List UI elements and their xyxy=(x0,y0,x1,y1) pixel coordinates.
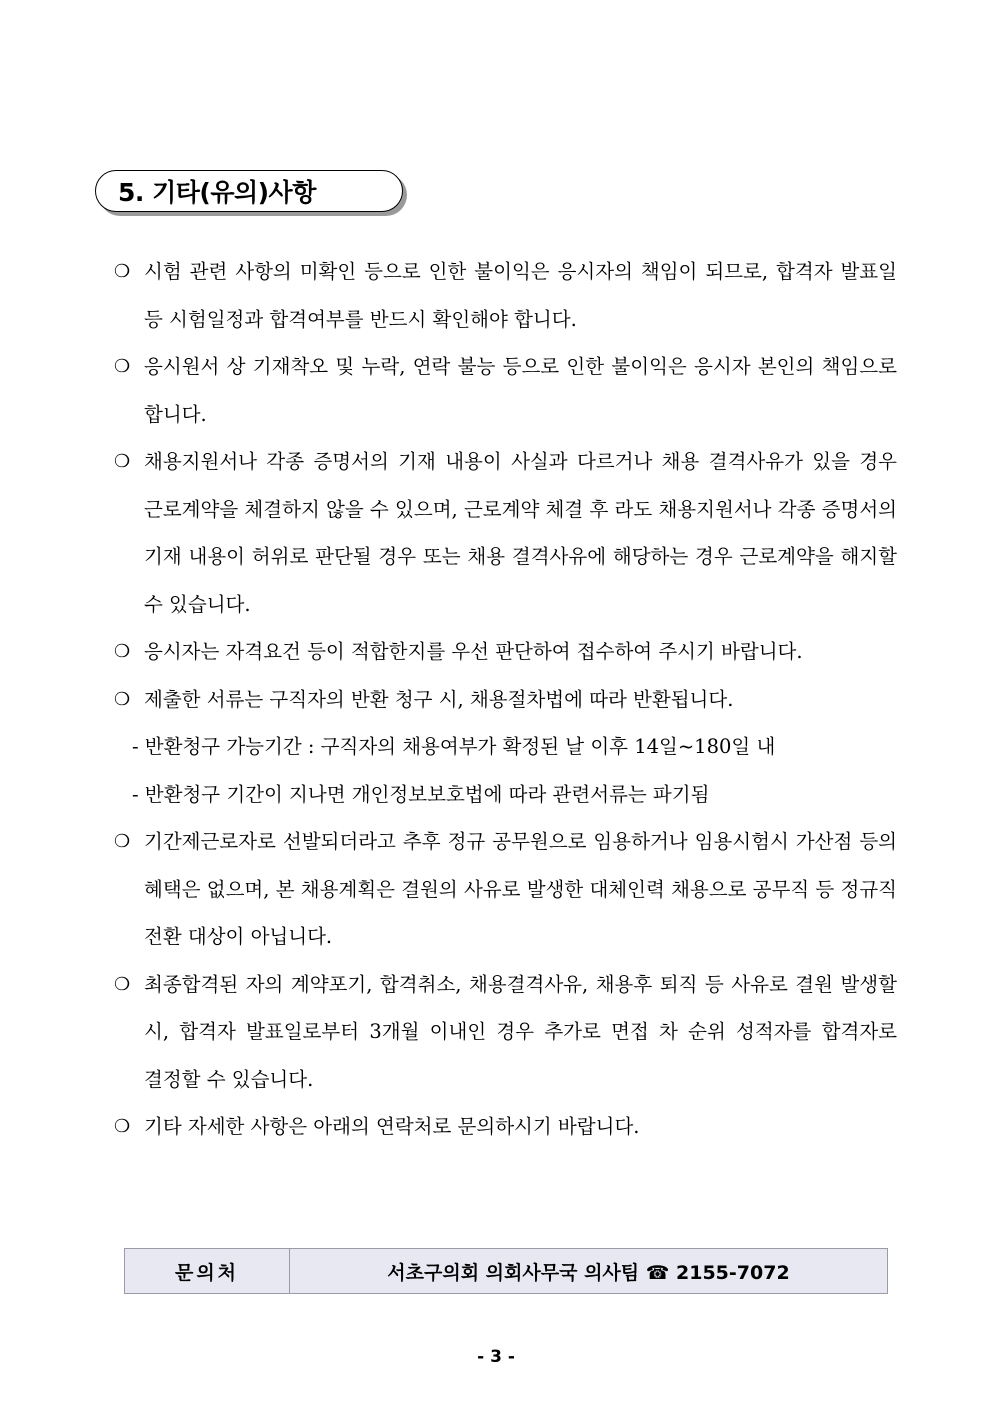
circle-bullet-icon: ❍ xyxy=(114,356,131,377)
section-title-box xyxy=(95,170,403,212)
notice-item xyxy=(112,628,897,676)
notice-item xyxy=(112,818,897,961)
notice-sub-item: - 반환청구 가능기간 : 구직자의 채용여부가 확정된 날 이후 14일~180일 내 xyxy=(132,735,776,758)
notice-item-text: 기간제근로자로 선발되더라고 추후 정규 공무원으로 임용하거나 임용시험시 가산점 등의 혜택은 없으며, 본 채용계획은 결원의 사유로 발생한 대체인력 채용으로 공무직 등 정규직 전환 대상이 아닙니다. xyxy=(144,830,897,948)
notice-item xyxy=(112,343,897,438)
notice-item-text: 채용지원서나 각종 증명서의 기재 내용이 사실과 다르거나 채용 결격사유가 있을 경우 근로계약을 체결하지 않을 수 있으며, 근로계약 체결 후 라도 채용지원서나 각종 증명서의 기재 내용이 허위로 판단될 경우 또는 채용 결격사유에 해당하는 경우 근로계약을 해지할 수 있습니다. xyxy=(144,450,897,616)
notice-item-text: 최종합격된 자의 계약포기, 합격취소, 채용결격사유, 채용후 퇴직 등 사유로 결원 발생할 시, 합격자 발표일로부터 3개월 이내인 경우 추가로 면접 차 순위 성적자를 합격자로 결정할 수 있습니다. xyxy=(144,972,897,1091)
notice-item xyxy=(112,438,897,628)
contact-row xyxy=(125,1249,888,1294)
notice-item-text: 기타 자세한 사항은 아래의 연락처로 문의하시기 바랍니다. xyxy=(144,1115,640,1138)
section-title: 5. 기타(유의)사항 xyxy=(118,178,316,207)
notice-list xyxy=(112,248,897,1151)
circle-bullet-icon: ❍ xyxy=(114,261,131,282)
contact-label: 문의처 xyxy=(125,1249,290,1294)
circle-bullet-icon: ❍ xyxy=(114,451,131,472)
circle-bullet-icon: ❍ xyxy=(114,1116,131,1137)
notice-item-text: 시험 관련 사항의 미확인 등으로 인한 불이익은 응시자의 책임이 되므로, 합격자 발표일 등 시험일정과 합격여부를 반드시 확인해야 합니다. xyxy=(144,260,897,331)
notice-item xyxy=(112,1103,897,1151)
contact-value: 서초구의회 의회사무국 의사팀 ☎ 2155-7072 xyxy=(290,1249,888,1294)
notice-item xyxy=(112,248,897,343)
notice-item-text: 응시자는 자격요건 등이 적합한지를 우선 판단하여 접수하여 주시기 바랍니다. xyxy=(144,640,803,663)
circle-bullet-icon: ❍ xyxy=(114,831,131,852)
notice-item-text: 응시원서 상 기재착오 및 누락, 연락 불능 등으로 인한 불이익은 응시자 본인의 책임으로 합니다. xyxy=(144,355,897,426)
circle-bullet-icon: ❍ xyxy=(114,688,131,710)
notice-item xyxy=(112,676,897,724)
notice-item xyxy=(112,961,897,1104)
contact-table xyxy=(124,1248,888,1294)
circle-bullet-icon: ❍ xyxy=(114,641,131,662)
circle-bullet-icon: ❍ xyxy=(114,973,131,995)
notice-sub-item: - 반환청구 기간이 지나면 개인정보보호법에 따라 관련서류는 파기됨 xyxy=(132,782,710,806)
notice-item-text: 제출한 서류는 구직자의 반환 청구 시, 채용절차법에 따라 반환됩니다. xyxy=(144,687,734,711)
page-number: - 3 - xyxy=(477,1347,515,1367)
